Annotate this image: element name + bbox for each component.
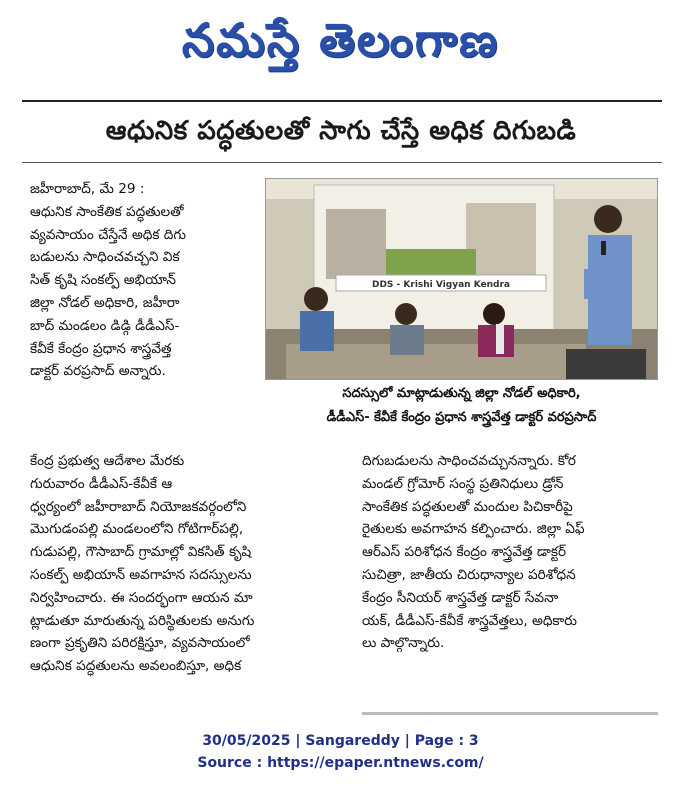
- article-column-left: [30, 178, 262, 383]
- footer-date-edition: 30/05/2025 | Sangareddy | Page : 3: [202, 733, 479, 749]
- divider-bottom: [362, 712, 658, 715]
- article-paragraph-2: కేంద్ర ప్రభుత్వ ఆదేశాల మేరకు గురువారం డీడీఎస్-కేవీకే ఆ ధ్వర్యంలో జహీరాబాద్ నియోజకవర్గంలోని మొగుడంపల్లి మండలంలోని గోటిగార్‌పల్లి, గుడుపల్లి, గౌసాబాద్ గ్రామాల్లో వికసిత్ కృషి సంకల్ప్ అభియాన్ అవగాహన సదస్సులను నిర్వహించారు. ఈ సందర్భంగా ఆయన మా ట్లాడుతూ మారుతున్న పరిస్థితులకు అనుగు ణంగా ప్రకృతిని పరిరక్షిస్తూ, వ్యవసాయంలో ఆధునిక పద్ధతులను అవలంబిస్తూ, అధిక: [30, 453, 255, 675]
- photo-caption-line-2: డీడీఎస్- కేవీకే కేంద్రం ప్రధాన శాస్త్రవేత్త డాక్టర్ వరప్రసాద్: [326, 410, 597, 425]
- photo-caption: [265, 382, 658, 436]
- article-column-right: [362, 450, 658, 655]
- masthead: [0, 0, 681, 92]
- article-column-lower: [30, 450, 358, 678]
- newspaper-logo-title: నమస్తే తెలంగాణ: [181, 13, 500, 67]
- source-footer: [0, 730, 681, 774]
- photo-caption-line-1: సదస్సులో మాట్లాడుతున్న జిల్లా నోడల్ అధికారి,: [342, 386, 581, 401]
- article-paragraph-1: జహీరాబాద్, మే 29 : ఆధునిక సాంకేతిక పద్ధతులతో వ్యవసాయం చేస్తేనే అధిక దిగు బడులను సాధించవచ్చని విక సిత్ కృషి సంకల్ప్ అభియాన్ జిల్లా నోడల్ అధికారి, జహీరా బాద్ మండలం డిడ్గి డీడీఎస్- కేవీకే కేంద్రం ప్రధాన శాస్త్రవేత్త డాక్టర్ వరప్రసాద్ అన్నారు.: [30, 181, 186, 380]
- news-photo: [265, 178, 658, 380]
- divider-top: [22, 100, 662, 102]
- divider-headline: [22, 162, 662, 163]
- article-paragraph-3: దిగుబడులను సాధించవచ్చునన్నారు. కోర మండల్ గ్రోమోర్ సంస్థ ప్రతినిధులు డ్రోన్ సాంకేతిక పద్ధతులతో మందుల పిచికారీపై రైతులకు అవగాహన కల్పించారు. జిల్లా ఏఫ్ ఆర్ఎస్ పరిశోధన కేంద్రం శాస్త్రవేత్త డాక్టర్ సుచిత్రా, జాతీయ చిరుధాన్యాల పరిశోధన కేంద్రం సీనియర్ శాస్త్రవేత్త డాక్టర్ సేవనా యక్, డీడీఎస్-కేవీకే శాస్త్రవేత్తలు, అధికారు లు పాల్గొన్నారు.: [362, 453, 585, 652]
- photo-banner-text: DDS - Krishi Vigyan Kendra: [371, 280, 511, 290]
- article-headline: ఆధునిక పద్ధతులతో సాగు చేస్తే అధిక దిగుబడి: [105, 116, 577, 146]
- footer-source-link[interactable]: Source : https://epaper.ntnews.com/: [197, 755, 484, 771]
- event-photo-illustration: [266, 179, 658, 380]
